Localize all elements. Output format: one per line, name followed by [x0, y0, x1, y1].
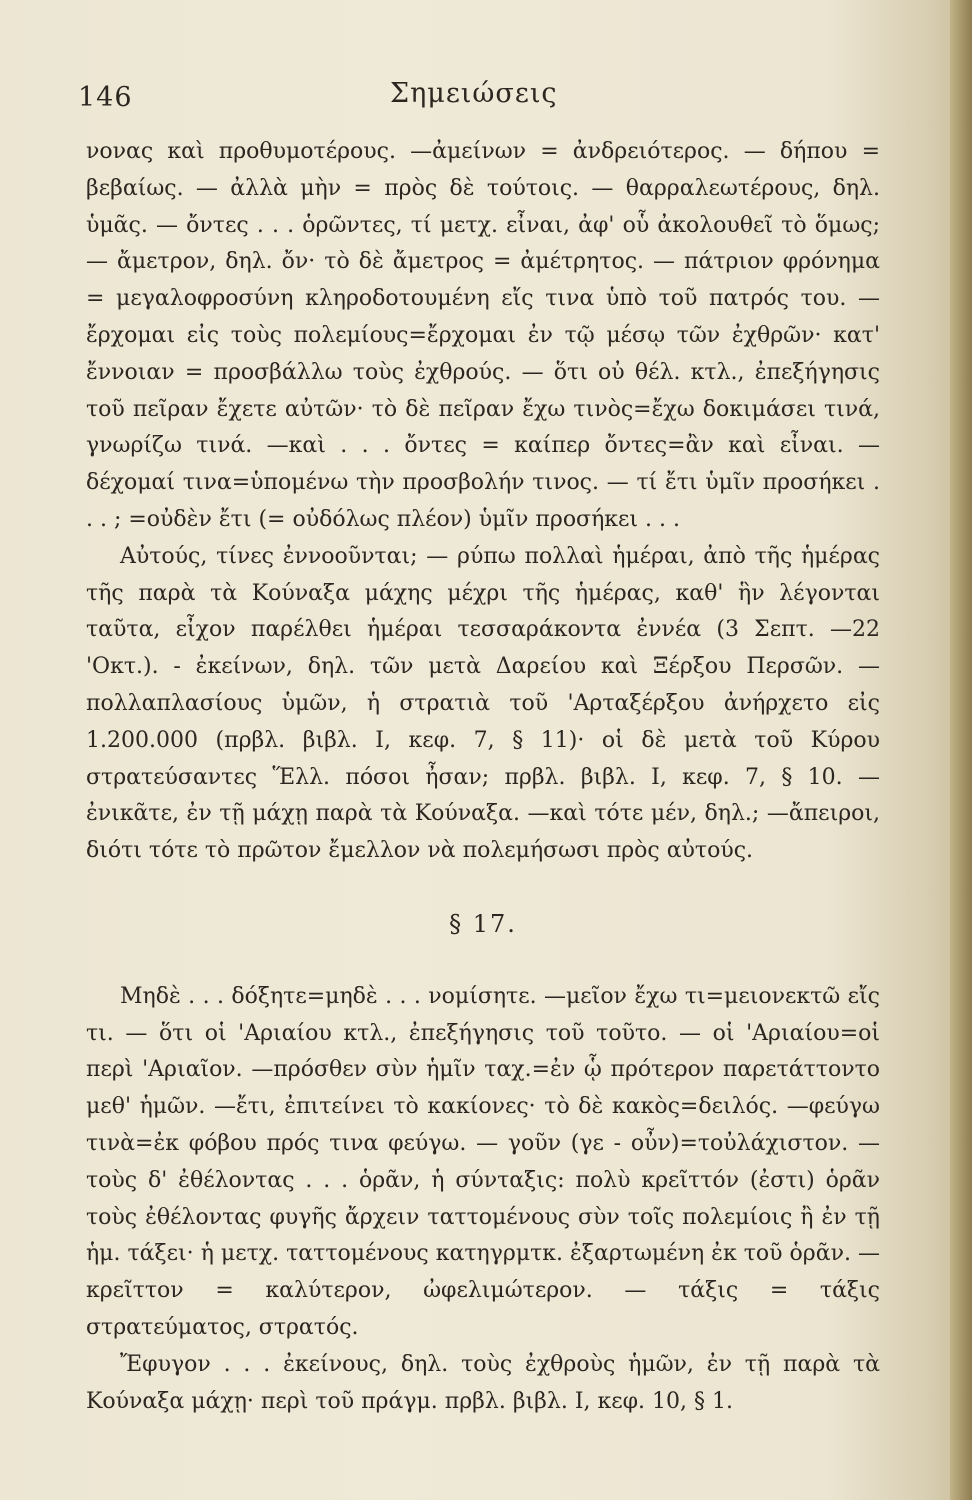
page-edge [950, 0, 972, 1500]
paragraph-3: Μηδὲ . . . δόξητε=μηδὲ . . . νομίσητε. —μεῖον ἔχω τι=μειονεκτῶ εἴς τι. — ὅτι οἱ 'Αριαίου κτλ., ἐπεξήγησις τοῦ τοῦτο. — οἱ 'Αριαίου=οἱ περὶ 'Αριαῖον. —πρόσθεν σὺν ἡμῖν ταχ.=ἐν ᾧ πρότερον παρετάττοντο μεθ' ἡμῶν. —ἔτι, ἐπιτείνει τὸ κακίονες· τὸ δὲ κακὸς=δειλός. —φεύγω τινὰ=ἐκ φόβου πρός τινα φεύγω. — γοῦν (γε - οὖν)=τοὐλάχιστον. —τοὺς δ' ἐθέλοντας . . . ὁρᾶν, ἡ σύνταξις: πολὺ κρεῖττόν (ἐστι) ὁρᾶν τοὺς ἐθέλοντας φυγῆς ἄρχειν ταττομένους σὺν τοῖς πολεμίοις ἢ ἐν τῇ ἡμ. τάξει· ἡ μετχ. ταττομένους κατηγρμτκ. ἐξαρτωμένη ἐκ τοῦ ὁρᾶν. —κρεῖττον = καλύτερον, ὠφελιμώτερον. — τάξις = τάξις στρατεύματος, στρατός. [86, 983, 880, 1340]
page-number: 146 [78, 82, 133, 113]
body-text [86, 134, 880, 1420]
section-heading: § 17. [449, 909, 517, 938]
paragraph-2: Αὐτούς, τίνες ἐννοοῦνται; — ρύπω πολλαὶ ἡμέραι, ἀπὸ τῆς ἡμέρας τῆς παρὰ τὰ Κούναξα μάχης μέχρι τῆς ἡμέρας, καθ' ἣν λέγονται ταῦτα, εἶχον παρέλθει ἡμέραι τεσσαράκοντα ἐννέα (3 Σεπτ. —22 'Οκτ.). - ἐκείνων, δηλ. τῶν μετὰ Δαρείου καὶ Ξέρξου Περσῶν. —πολλαπλασίους ὑμῶν, ἡ στρατιὰ τοῦ 'Αρταξέρξου ἀνήρχετο εἰς 1.200.000 (πρβλ. βιβλ. Ι, κεφ. 7, § 11)· οἱ δὲ μετὰ τοῦ Κύρου στρατεύσαντες Ἕλλ. πόσοι ἦσαν; πρβλ. βιβλ. Ι, κεφ. 7, § 10. —ἐνικᾶτε, ἐν τῇ μάχῃ παρὰ τὰ Κούναξα. —καὶ τότε μέν, δηλ.; —ἄπειροι, διότι τότε τὸ πρῶτον ἔμελλον νὰ πολεμήσωσι πρὸς αὐτούς. [86, 543, 880, 864]
paragraph-1: νονας καὶ προθυμοτέρους. —ἀμείνων = ἀνδρειότερος. — δήπου = βεβαίως. — ἀλλὰ μὴν = πρὸς δὲ τούτοις. — θαρραλεωτέρους, δηλ. ὑμᾶς. — ὄντες . . . ὁρῶντες, τί μετχ. εἶναι, ἀφ' οὗ ἀκολουθεῖ τὸ ὅμως; — ἄμετρον, δηλ. ὄν· τὸ δὲ ἄμετρος = ἀμέτρητος. — πάτριον φρόνημα = μεγαλοφροσύνη κληροδοτουμένη εἴς τινα ὑπὸ τοῦ πατρός του. —ἔρχομαι εἰς τοὺς πολεμίους=ἔρχομαι ἐν τῷ μέσῳ τῶν ἐχθρῶν· κατ' ἔννοιαν = προσβάλλω τοὺς ἐχθρούς. — ὅτι οὐ θέλ. κτλ., ἐπεξήγησις τοῦ πεῖραν ἔχετε αὐτῶν· τὸ δὲ πεῖραν ἔχω τινὸς=ἔχω δοκιμάσει τινά, γνωρίζω τινά. —καὶ . . . ὄντες = καίπερ ὄντες=ἂν καὶ εἶναι. — δέχομαί τινα=ὑπομένω τὴν προσβολήν τινος. — τί ἔτι ὑμῖν προσήκει . . . ; =οὐδὲν ἔτι (= οὐδόλως πλέον) ὑμῖν προσήκει . . . [86, 139, 880, 532]
paragraph-4: Ἔφυγον . . . ἐκείνους, δηλ. τοὺς ἐχθροὺς ἡμῶν, ἐν τῇ παρὰ τὰ Κούναξα μάχῃ· περὶ τοῦ πράγμ. πρβλ. βιβλ. Ι, κεφ. 10, § 1. [86, 1351, 880, 1414]
page-header [78, 78, 878, 118]
running-title: Σημειώσεις [390, 78, 558, 109]
